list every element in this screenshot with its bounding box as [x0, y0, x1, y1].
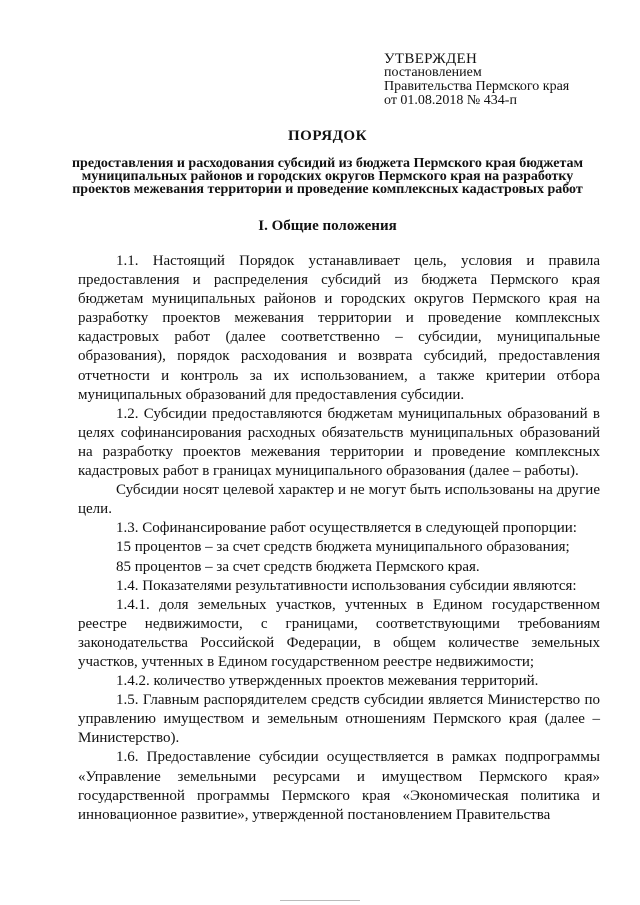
document-body — [78, 252, 600, 825]
paragraph-1-6: 1.6. Предоставление субсидии осуществляется в рамках подпрограммы «Управление земельными ресурсами и имуществом Пермского края» государственной программы Пермского края «Экономическая политика и инновационное развитие», утвержденной постановлением Правительства — [78, 749, 600, 823]
paragraph-1-5: 1.5. Главным распорядителем средств субсидии является Министерство по управлению имуществом и земельным отношениям Пермского края (далее – Министерство). — [78, 692, 600, 747]
approval-heading: УТВЕРЖДЕН — [384, 51, 478, 67]
document-title: ПОРЯДОК — [288, 128, 367, 144]
paragraph-1-2: 1.2. Субсидии предоставляются бюджетам муниципальных образований в целях софинансирования расходных обязательств муниципальных образований на разработку проектов межевания территории и проведение комплексных кадастровых работ в границах муниципального образования (далее – работы). — [78, 405, 600, 480]
document-subtitle: предоставления и расходования субсидий из бюджета Пермского края бюджетам муниципальных районов и городских округов Пермского края на разработку проектов межевания территории и проведение комплексных кадастровых работ — [71, 156, 584, 197]
paragraph-1-1: 1.1. Настоящий Порядок устанавливает цель, условия и правила предоставления и распределения субсидий из бюджета Пермского края бюджетам муниципальных районов и городских округов Пермского края на разработку проектов межевания территории и проведение комплексных кадастровых работ (далее соответственно – субсидии, муниципальные образования), порядок расходования и возврата субсидий, предоставления отчетности и контроль за их использованием, а также критерии отбора муниципальных образований для предоставления субсидии. — [78, 253, 600, 403]
paragraph-proportion-municipal: 15 процентов – за счет средств бюджета муниципального образования; — [116, 539, 570, 556]
paragraph-1-4-1: 1.4.1. доля земельных участков, учтенных в Едином государственном реестре недвижимости, с границами, соответствующими требованиям законодательства Российской Федерации, в общем количестве земельных участков, учтенных в Едином государственном реестре недвижимости; — [78, 596, 600, 670]
paragraph-1-3: 1.3. Софинансирование работ осуществляется в следующей пропорции: — [116, 520, 577, 537]
approval-line-3: от 01.08.2018 № 434-п — [384, 93, 517, 108]
approval-line-1: постановлением — [384, 65, 482, 80]
paragraph-1-4: 1.4. Показателями результативности использования субсидии являются: — [116, 577, 577, 594]
page-bottom-divider — [280, 900, 360, 901]
title-block — [60, 128, 595, 196]
paragraph-target-use: Субсидии носят целевой характер и не могут быть использованы на другие цели. — [78, 482, 600, 518]
approval-line-2: Правительства Пермского края — [384, 79, 570, 94]
paragraph-1-4-2: 1.4.2. количество утвержденных проектов межевания территорий. — [116, 673, 539, 690]
approval-stamp — [384, 52, 569, 108]
paragraph-proportion-regional: 85 процентов – за счет средств бюджета Пермского края. — [116, 558, 480, 575]
section-heading: I. Общие положения — [258, 218, 397, 234]
